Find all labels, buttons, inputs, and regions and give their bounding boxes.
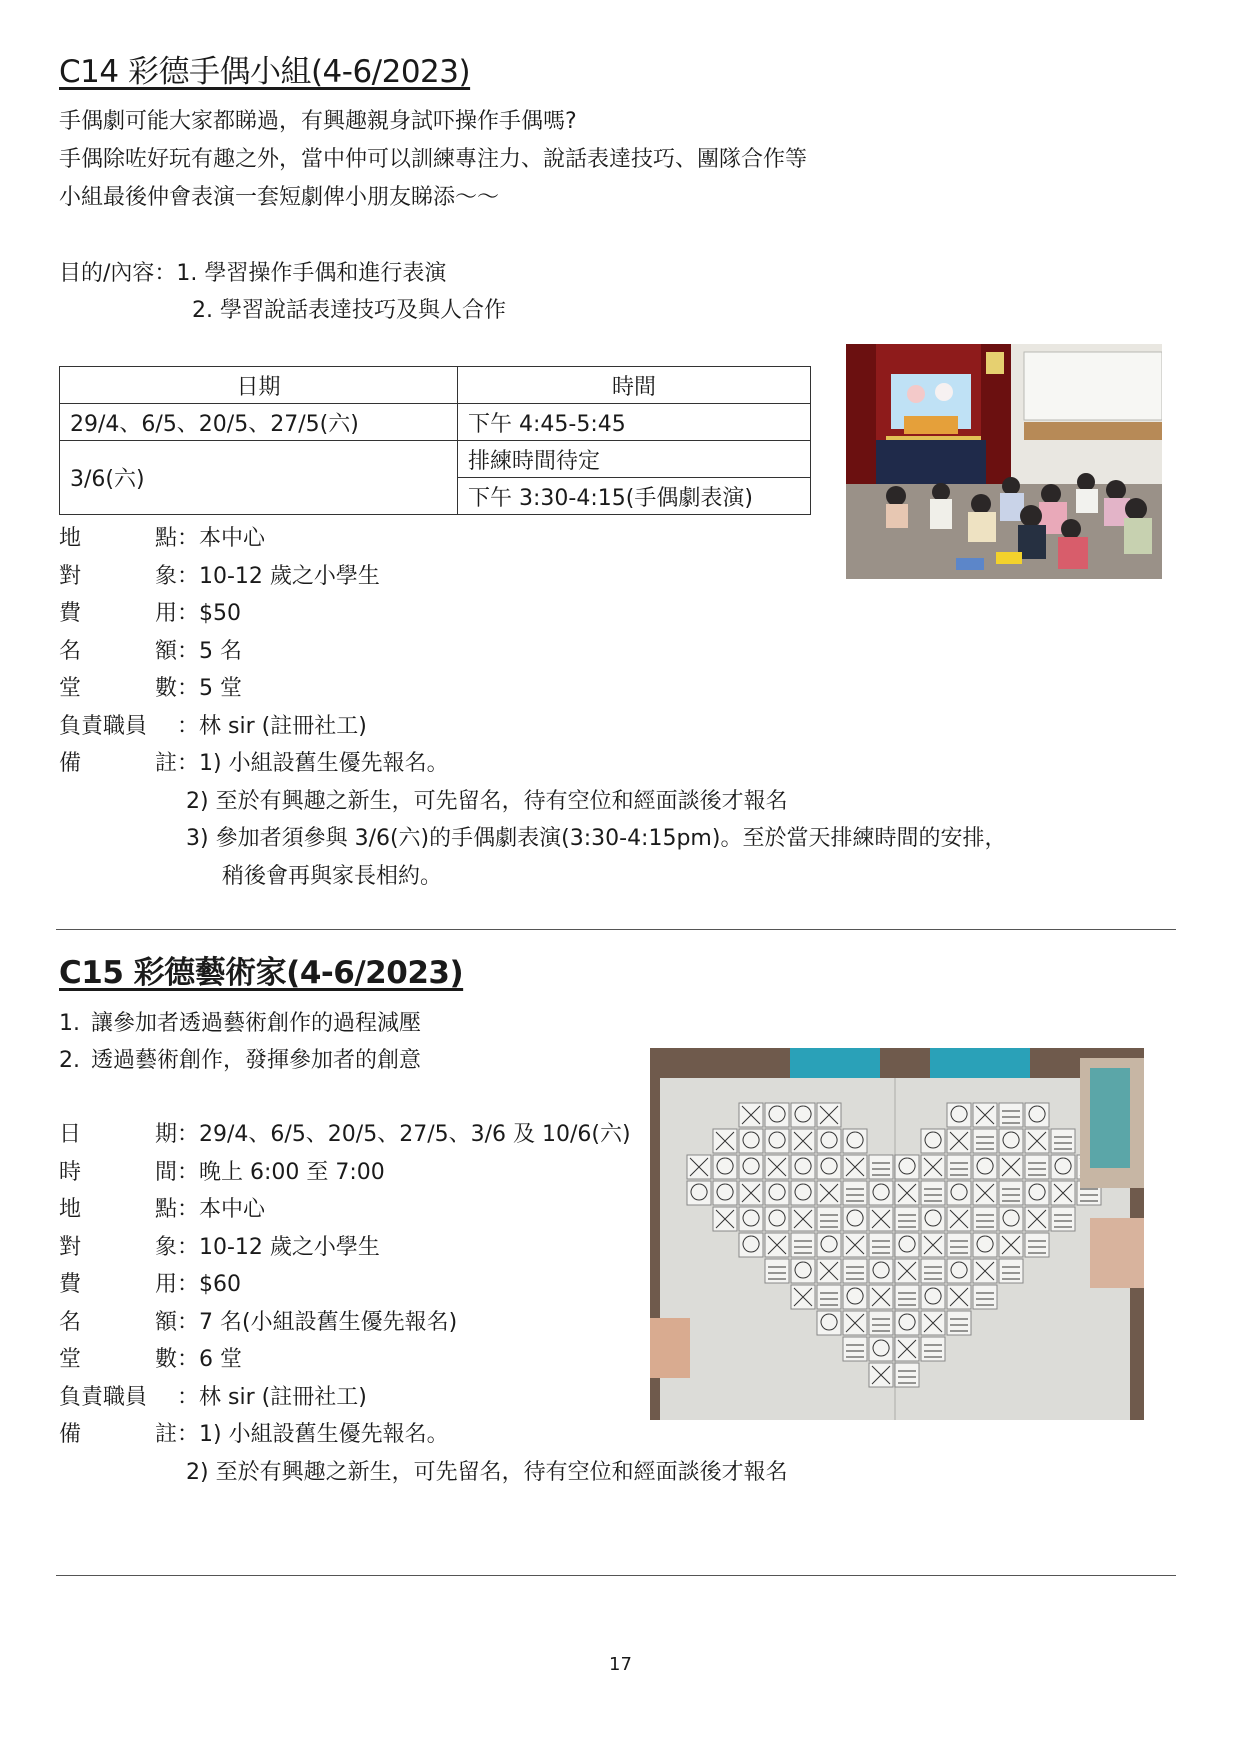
c15-title: C15 彩德藝術家(4-6/2023)	[59, 955, 464, 991]
c14-purpose	[59, 255, 446, 293]
remark-3: 3) 參加者須參與 3/6(六)的手偶劇表演(3:30-4:15pm)。至於當天排練時間的安排，	[186, 826, 1007, 851]
list-item: 1. 讓參加者透過藝術創作的過程減壓	[59, 1011, 422, 1036]
c14-intro-line-3: 小組最後仲會表演一套短劇俾小朋友睇添～～	[59, 185, 500, 210]
section-divider	[56, 1575, 1176, 1576]
page-number: 17	[609, 1654, 632, 1675]
info-row-target: 對 象 ： 10-12 歲之小學生	[59, 1234, 380, 1260]
remark-2: 2) 至於有興趣之新生，可先留名，待有空位和經面談後才報名	[186, 1459, 788, 1485]
table-row	[60, 404, 811, 441]
table-header-time: 時間	[458, 367, 811, 404]
table-cell-date: 29/4、6/5、20/5、27/5(六)	[60, 404, 458, 441]
table-header-date: 日期	[60, 367, 458, 404]
c14-purpose-item-1: 1. 學習操作手偶和進行表演	[176, 261, 447, 286]
table-header-row	[60, 367, 811, 404]
table-cell-date: 3/6(六)	[60, 441, 458, 515]
c15-intro	[59, 1005, 421, 1079]
table-cell-time: 排練時間待定	[458, 441, 811, 478]
info-row-sessions: 堂 數 ： 6 堂	[59, 1347, 242, 1372]
info-row-quota: 名 額 ： 7 名(小組設舊生優先報名)	[59, 1309, 458, 1335]
c14-intro	[59, 103, 807, 217]
c14-intro-line-1: 手偶劇可能大家都睇過，有興趣親身試吓操作手偶嗎?	[59, 109, 577, 134]
info-row-location: 地 點 ： 本中心	[59, 526, 266, 551]
info-row-date: 日 期 ： 29/4、6/5、20/5、27/5、3/6 及 10/6(六)	[59, 1122, 631, 1147]
remark-1: 1) 小組設舊生優先報名。	[199, 1422, 449, 1447]
info-row-sessions: 堂 數 ： 5 堂	[59, 676, 242, 701]
info-row-quota: 名 額 ： 5 名	[59, 638, 242, 664]
table-cell-time: 下午 4:45-5:45	[458, 404, 811, 441]
remark-3-continued: 稍後會再與家長相約。	[222, 863, 443, 889]
c14-purpose-label: 目的/內容：	[59, 261, 177, 286]
remark-2: 2) 至於有興趣之新生，可先留名，待有空位和經面談後才報名	[186, 788, 788, 814]
art-heart-photo	[650, 1048, 1144, 1420]
info-row-target: 對 象 ： 10-12 歲之小學生	[59, 563, 380, 589]
puppet-show-photo	[846, 344, 1162, 579]
c14-title: C14 彩德手偶小組(4-6/2023)	[59, 54, 471, 90]
info-row-staff: 負責職員 ： 林 sir (註冊社工)	[59, 713, 367, 739]
c14-schedule-table	[59, 366, 811, 515]
info-row-staff: 負責職員 ： 林 sir (註冊社工)	[59, 1384, 367, 1410]
remark-1: 1) 小組設舊生優先報名。	[199, 751, 449, 776]
table-row	[60, 441, 811, 478]
info-row-fee: 費 用 ： $60	[59, 1272, 241, 1297]
list-item: 2. 透過藝術創作，發揮參加者的創意	[59, 1048, 422, 1073]
c14-intro-line-2: 手偶除咗好玩有趣之外，當中仲可以訓練專注力、說話表達技巧、團隊合作等	[59, 147, 808, 172]
info-row-remarks: 備 註 ： 1) 小組設舊生優先報名。	[59, 745, 1006, 783]
info-row-location: 地 點 ： 本中心	[59, 1197, 266, 1222]
info-row-time: 時 間 ： 晚上 6:00 至 7:00	[59, 1159, 385, 1185]
c14-purpose-item-2: 2. 學習說話表達技巧及與人合作	[192, 298, 506, 323]
section-divider	[56, 929, 1176, 930]
info-row-remarks: 備 註 ： 1) 小組設舊生優先報名。	[59, 1416, 788, 1454]
info-row-fee: 費 用 ： $50	[59, 601, 241, 626]
table-cell-time: 下午 3:30-4:15(手偶劇表演)	[458, 478, 811, 515]
